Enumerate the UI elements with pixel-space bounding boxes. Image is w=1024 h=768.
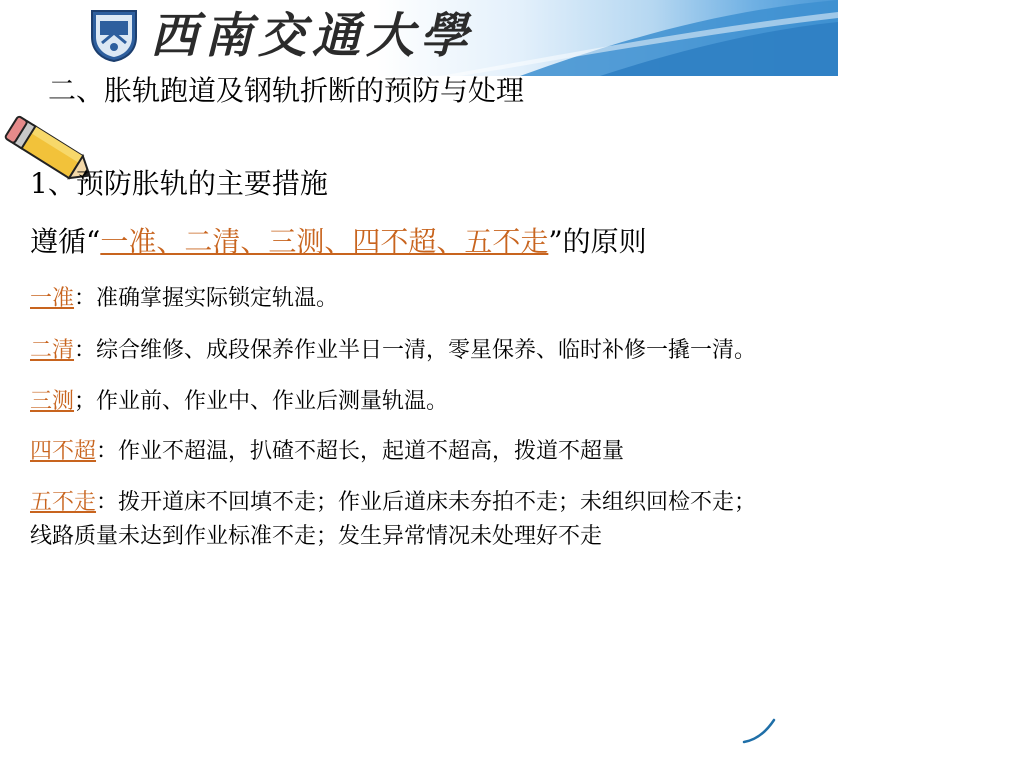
list-item [30,336,756,366]
list-item [30,387,448,417]
item-text: ：拨开道床不回填不走；作业后道床未夯拍不走；未组织回检不走； [96,490,757,515]
list-item [30,437,624,467]
item-term: 三测 [30,389,75,414]
item-term: 四不超 [30,439,97,464]
principle-prefix: 遵循“ [30,225,101,258]
section-heading: 二、胀轨跑道及钢轨折断的预防与处理 [48,74,525,107]
sub-heading: 1、预防胀轨的主要措施 [30,167,328,200]
list-item [30,488,756,518]
principle-suffix: ”的原则 [548,225,647,258]
item-term: 二清 [30,338,75,363]
decorative-swoosh-icon [740,716,780,746]
header-banner [0,0,838,76]
item-term: 五不走 [30,490,97,515]
item-text: ；作业前、作业中、作业后测量轨温。 [74,389,449,414]
list-item [30,284,338,314]
item-text: ：综合维修、成段保养作业半日一清，零星保养、临时补修一撬一清。 [74,338,757,363]
principle-highlight: 一准、二清、三测、四不超、五不走 [100,225,549,258]
item-text: ：作业不超温，扒碴不超长，起道不超高，拨道不超量 [96,439,625,464]
university-emblem-icon [86,7,142,63]
item-term: 一准 [30,286,75,311]
university-name: 西南交通大學 [150,8,475,64]
principle-line [30,222,647,262]
item-text: ：准确掌握实际锁定轨温。 [74,286,339,311]
list-item-continuation: 线路质量未达到作业标准不走；发生异常情况未处理好不走 [30,524,603,549]
